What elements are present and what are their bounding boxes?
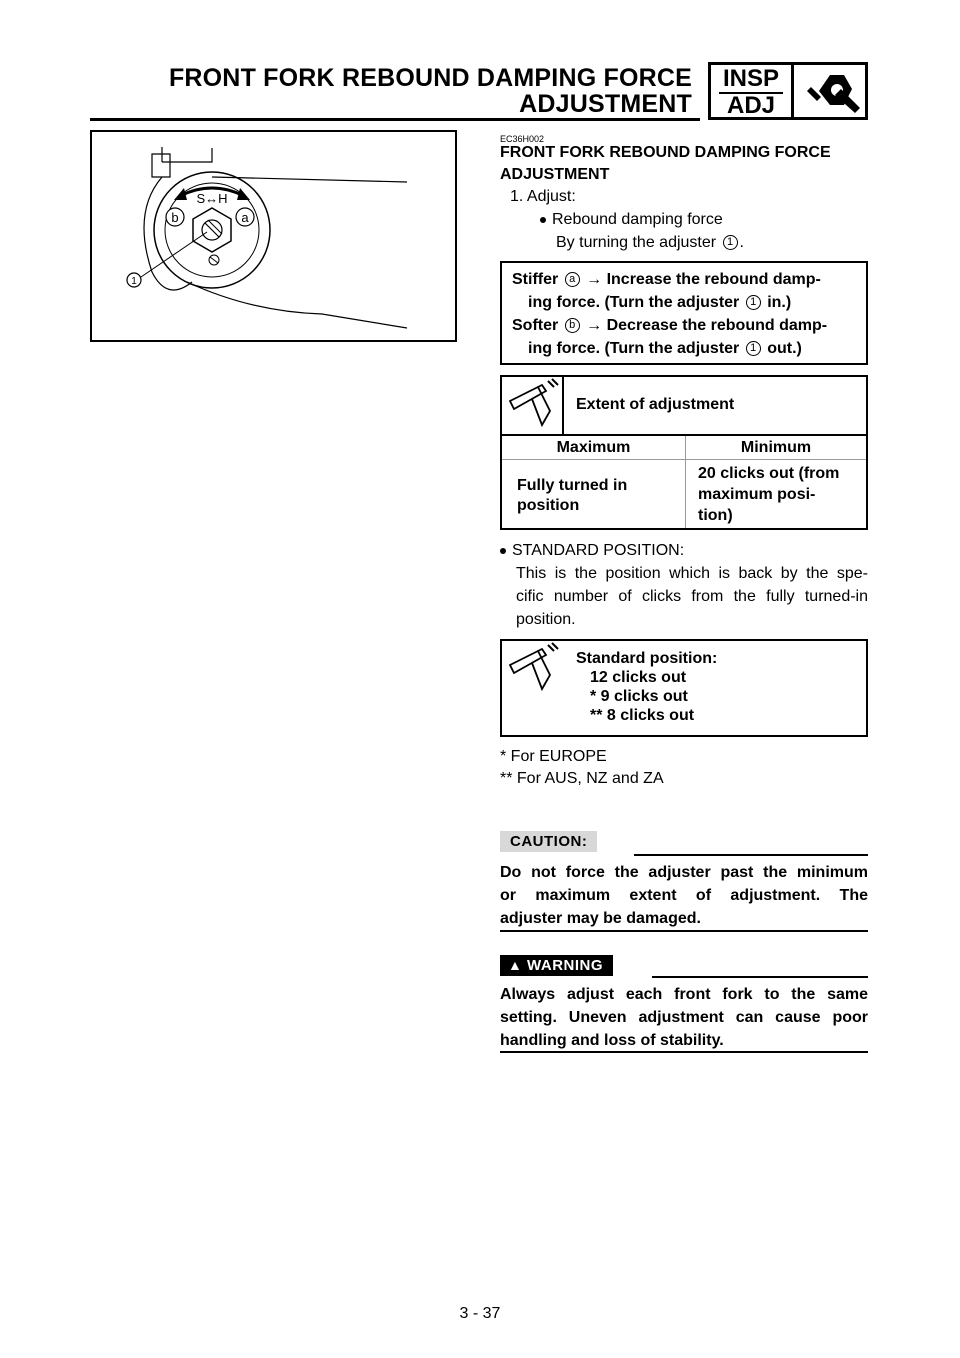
section-badge [708, 62, 868, 120]
header-title-line2: ADJUSTMENT [519, 90, 692, 118]
section-title-line1: FRONT FORK REBOUND DAMPING FORCE [500, 144, 831, 161]
caution-rule-top [634, 854, 868, 856]
warning-label [500, 957, 613, 975]
min-value-line3: tion) [698, 507, 733, 524]
standard-line1: This is the position which is back by the spe- [516, 565, 868, 582]
caution-tag: CAUTION: [500, 831, 597, 852]
extent-box [500, 375, 868, 530]
badge-insp: INSP [722, 65, 779, 92]
badge-adj: ADJ [726, 92, 775, 119]
header-rule [90, 118, 700, 121]
bullet-dot [540, 217, 546, 223]
extent-icon-cell [502, 377, 564, 435]
stiffer-line2: ing force. (Turn the adjuster 1 in.) [528, 294, 792, 311]
standard-line3: position. [516, 611, 576, 628]
extent-divider [502, 434, 866, 436]
standard-bullet-text: STANDARD POSITION: [512, 542, 685, 559]
caution-line2: or maximum extent of adjustment. The [500, 887, 868, 904]
fork-adjuster-illustration [92, 132, 455, 340]
col-minimum: Minimum [740, 439, 812, 456]
max-value-line1: Fully turned in [517, 477, 628, 494]
col-maximum: Maximum [556, 439, 631, 456]
page-number: 3 - 37 [459, 1305, 501, 1322]
ref-1: 1 [723, 235, 738, 250]
caution-line1: Do not force the adjuster past the minimum [500, 864, 868, 881]
softer-line2: ing force. (Turn the adjuster 1 out.) [528, 340, 802, 357]
stiffer-softer-box [500, 261, 868, 365]
standard-box-title: Standard position: [576, 650, 718, 667]
standard-bullet [500, 540, 684, 562]
caution-line3: adjuster may be damaged. [500, 910, 701, 927]
caution-label [500, 833, 597, 851]
caliper-icon [502, 377, 560, 435]
fork-adjuster-figure [90, 130, 457, 342]
max-value-line2: position [517, 497, 580, 514]
extent-header-divider [502, 459, 866, 460]
stiffer-line1: Stiffer a → Increase the rebound damp- [512, 271, 821, 288]
standard-icon-cell [502, 641, 562, 701]
bullet-rebound-text: Rebound damping force [552, 211, 723, 228]
bullet-rebound [540, 209, 723, 231]
standard-position-box [500, 639, 868, 737]
warning-line1: Always adjust each front fork to the same [500, 986, 868, 1003]
standard-line2: cific number of clicks from the fully turned-in [516, 588, 868, 605]
section-code: EC36H002 [500, 134, 545, 144]
softer-line1: Softer b → Decrease the rebound damp- [512, 317, 828, 334]
badge-divider-v [791, 65, 794, 117]
by-turning-end: . [739, 234, 744, 251]
bullet-dot [500, 548, 506, 554]
step-adjust: 1. Adjust: [510, 188, 576, 205]
callout-b: b [171, 210, 179, 225]
standard-box-line2: * 9 clicks out [590, 688, 688, 705]
warning-line3: handling and loss of stability. [500, 1032, 724, 1049]
caution-rule-bottom [500, 930, 868, 932]
extent-title: Extent of adjustment [576, 396, 735, 413]
callout-1: 1 [131, 276, 137, 287]
warning-tag-text: WARNING [527, 957, 604, 974]
callout-a: a [241, 210, 249, 225]
by-turning-text: By turning the adjuster [556, 234, 717, 251]
warning-triangle-icon: ▲ [508, 957, 523, 973]
min-value-line1: 20 clicks out (from [698, 465, 840, 482]
note-aus: ** For AUS, NZ and ZA [500, 770, 664, 787]
section-title-line2: ADJUSTMENT [500, 166, 610, 183]
caliper-icon [502, 641, 560, 699]
note-europe: * For EUROPE [500, 748, 607, 765]
standard-box-line3: ** 8 clicks out [590, 707, 695, 724]
warning-rule-bottom [500, 1051, 868, 1053]
warning-rule-top [652, 976, 868, 978]
by-turning-line [556, 232, 744, 254]
standard-box-line1: 12 clicks out [590, 669, 687, 686]
header-title-line1: FRONT FORK REBOUND DAMPING FORCE [168, 64, 692, 92]
wrench-icon [797, 67, 863, 115]
min-value-line2: maximum posi- [698, 486, 816, 503]
warning-line2: setting. Uneven adjustment can cause poor [500, 1009, 868, 1026]
warning-tag [500, 955, 613, 976]
scale-label: S↔H [196, 191, 228, 206]
